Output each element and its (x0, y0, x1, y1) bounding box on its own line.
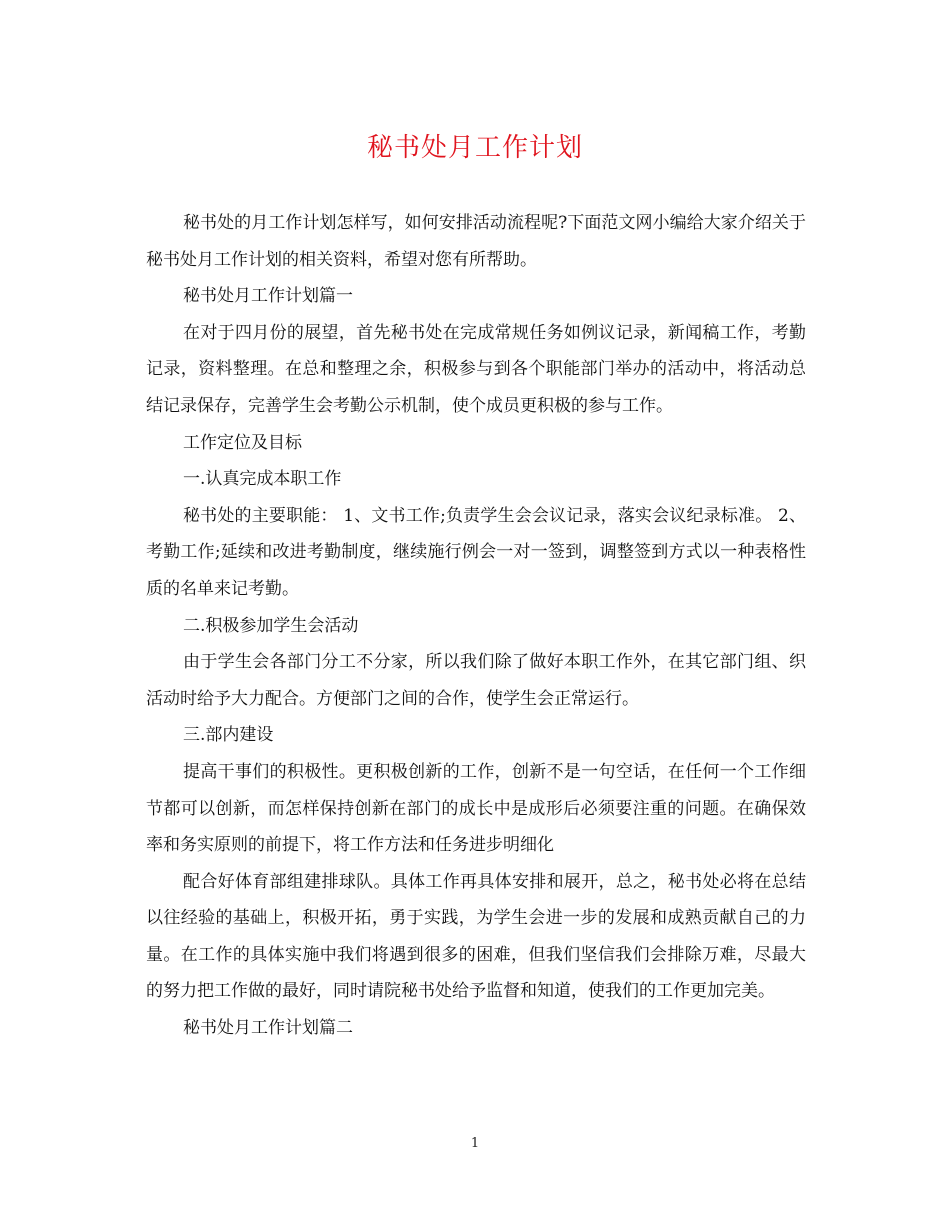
subheading-three: 三.部内建设 (183, 725, 274, 746)
body-paragraph: 在对于四月份的展望，首先秘书处在完成常规任务如例议记录，新闻稿工作，考勤记录，资料整理。在总和整理之余，积极参与到各个职能部门举办的活动中，将活动总结记录保存，完善学生会考勤公示机制，使个成员更积极的参与工作。 (146, 322, 806, 416)
document-title: 秘书处月工作计划 (366, 133, 583, 163)
subheading-one: 一.认真完成本职工作 (183, 469, 342, 490)
section-heading-positioning-goals: 工作定位及目标 (183, 432, 302, 453)
body-paragraph: 由于学生会各部门分工不分家，所以我们除了做好本职工作外，在其它部门组、织活动时给予大力配合。方便部门之间的合作，使学生会正常运行。 (146, 652, 806, 709)
section-heading-part-one: 秘书处月工作计划篇一 (183, 286, 353, 307)
page-number: 1 (470, 1136, 480, 1151)
intro-paragraph: 秘书处的月工作计划怎样写，如何安排活动流程呢?下面范文网小编给大家介绍关于秘书处月工作计划的相关资料，希望对您有所帮助。 (146, 213, 806, 270)
section-heading-part-two: 秘书处月工作计划篇二 (183, 1018, 353, 1039)
subheading-two: 二.积极参加学生会活动 (183, 615, 359, 636)
document-body (146, 205, 806, 1047)
body-paragraph: 配合好体育部组建排球队。具体工作再具体安排和展开，总之，秘书处必将在总结以往经验的基础上，积极开拓，勇于实践，为学生会进一步的发展和成熟贡献自己的力量。在工作的具体实施中我们将遇到很多的困难，但我们坚信我们会排除万难，尽最大的努力把工作做的最好，同时请院秘书处给予监督和知道，使我们的工作更加完美。 (146, 871, 806, 1002)
body-paragraph: 秘书处的主要职能： 1、文书工作;负责学生会会议记录，落实会议纪录标准。 2、考勤工作;延续和改进考勤制度，继续施行例会一对一签到，调整签到方式以一种表格性质的名单来记考勤。 (146, 505, 806, 599)
body-paragraph: 提高干事们的积极性。更积极创新的工作，创新不是一句空话，在任何一个工作细节都可以创新，而怎样保持创新在部门的成长中是成形后必须要注重的问题。在确保效率和务实原则的前提下，将工作方法和任务进步明细化 (146, 761, 806, 856)
